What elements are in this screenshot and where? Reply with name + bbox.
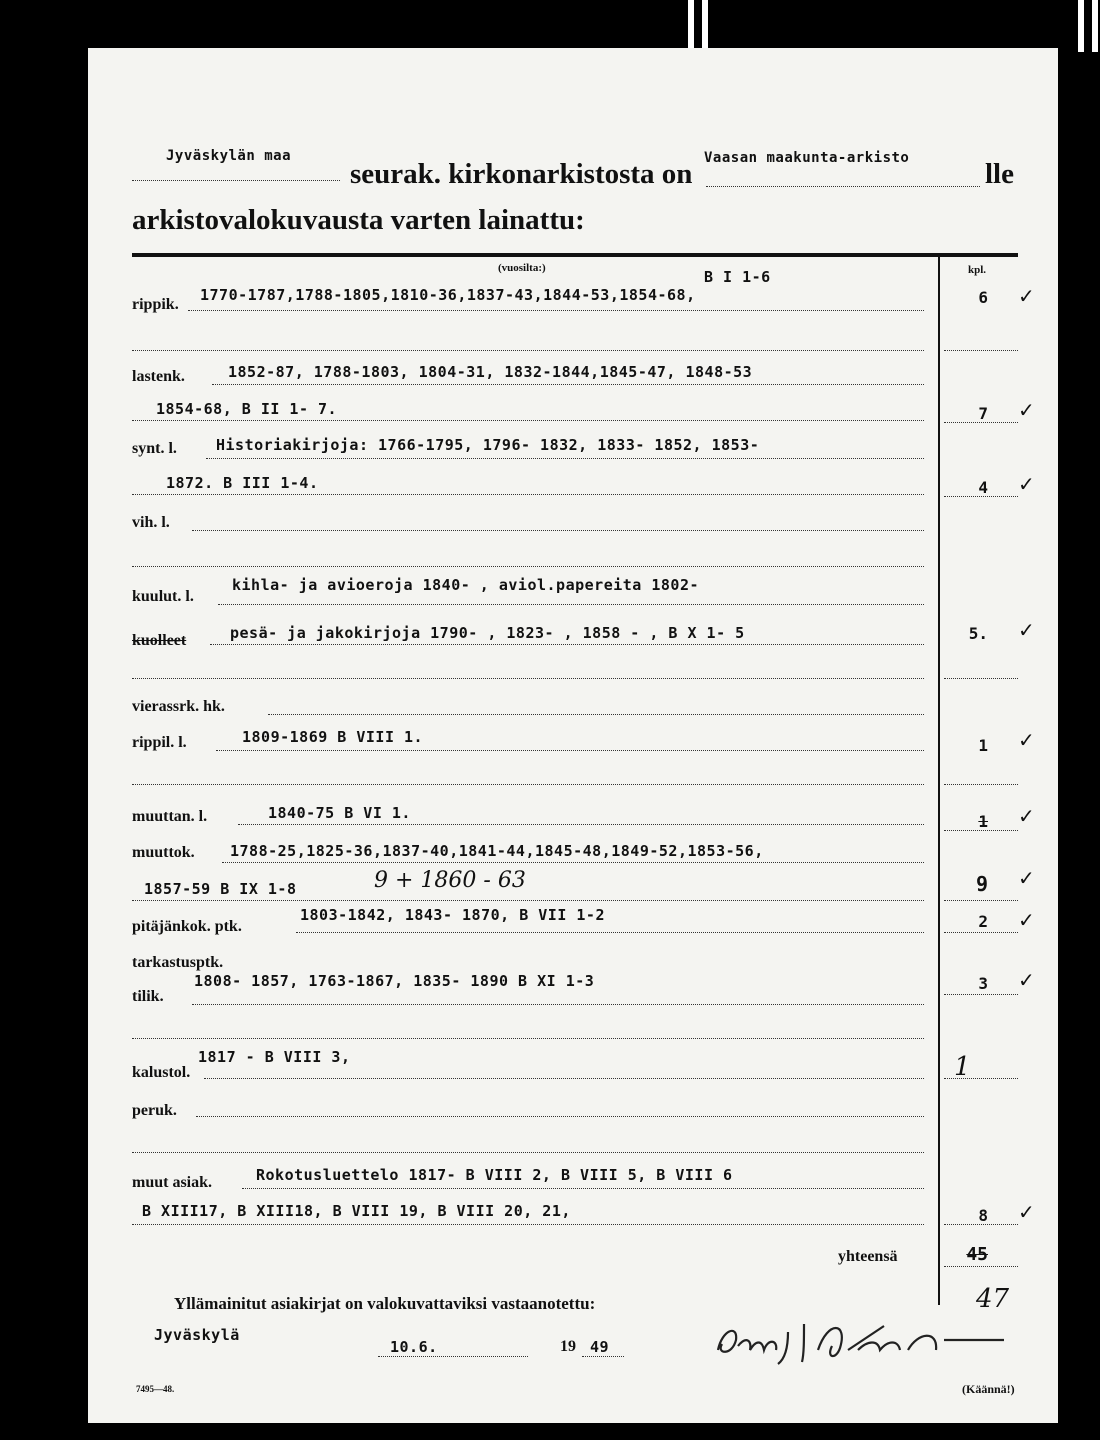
row-line (132, 678, 924, 679)
signature (708, 1310, 1018, 1370)
receipt-place: Jyväskylä (154, 1326, 240, 1344)
count-column-rule (938, 257, 940, 1305)
check-mark: ✓ (1018, 908, 1035, 932)
pitajankok-years: 1803-1842, 1843- 1870, B VII 1-2 (300, 906, 605, 924)
muuttan-years: 1840-75 B VI 1. (268, 804, 411, 822)
kuulut-label: kuulut. l. (132, 588, 194, 605)
vih-label: vih. l. (132, 514, 170, 531)
form-number: 7495—48. (136, 1384, 175, 1394)
pitajankok-line (296, 932, 924, 933)
pitajankok-count: 2 (978, 912, 988, 931)
rippik-count: 6 (978, 288, 988, 307)
muut-label: muut asiak. (132, 1174, 213, 1191)
kalustol-years: 1817 - B VIII 3, (198, 1048, 351, 1066)
recipient-line (706, 186, 980, 187)
count-line (944, 900, 1018, 901)
year-line (582, 1356, 624, 1357)
rippil-count: 1 (978, 736, 988, 755)
header-connector: seurak. kirkonarkistosta on (350, 158, 693, 190)
kuulut-line (218, 604, 924, 605)
muuttan-line (238, 824, 924, 825)
row-line (132, 350, 924, 351)
rippik-years: 1770-1787,1788-1805,1810-36,1837-43,1844-53,1854-68, (200, 286, 696, 304)
count-line (944, 496, 1018, 497)
peruk-label: peruk. (132, 1102, 177, 1119)
synt-count: 4 (978, 478, 988, 497)
receipt-statement: Yllämainitut asiakirjat on valokuvattaviksi vastaanotettu: (174, 1294, 596, 1313)
kuolleet-years: pesä- ja jakokirjoja 1790- , 1823- , 1858 - , B X 1- 5 (230, 624, 745, 642)
film-mark (1078, 0, 1084, 52)
total-value: 45 (966, 1244, 988, 1265)
check-mark: ✓ (1018, 618, 1035, 642)
lastenk-line-2 (132, 420, 924, 421)
header-suffix: lle (985, 158, 1014, 190)
rippil-line (216, 750, 924, 751)
rippik-signum: B I 1-6 (704, 268, 771, 286)
muuttok-years-1: 1788-25,1825-36,1837-40,1841-44,1845-48,1849-52,1853-56, (230, 842, 764, 860)
count-line (944, 1266, 1018, 1267)
film-mark (1092, 0, 1098, 52)
vierassrk-line (268, 714, 924, 715)
kuolleet-label: kuolleet (132, 632, 187, 649)
years-column-head: (vuosilta:) (498, 262, 546, 274)
rippik-line (188, 310, 924, 311)
top-rule (132, 253, 1018, 257)
row-line (132, 784, 924, 785)
rippil-years: 1809-1869 B VIII 1. (242, 728, 424, 746)
parish-line (132, 180, 340, 181)
synt-years-2: 1872. B III 1-4. (166, 474, 319, 492)
check-mark: ✓ (1018, 472, 1035, 496)
lastenk-count: 7 (978, 404, 988, 423)
pitajankok-label: pitäjänkok. ptk. (132, 918, 242, 935)
count-line (944, 830, 1018, 831)
muuttan-label: muuttan. l. (132, 808, 208, 825)
check-mark: ✓ (1018, 398, 1035, 422)
check-mark: ✓ (1018, 284, 1035, 308)
muut-years-1: Rokotusluettelo 1817- B VIII 2, B VIII 5, B VIII 6 (256, 1166, 733, 1184)
muut-line-2 (132, 1224, 924, 1225)
row-line (132, 1152, 924, 1153)
kuolleet-line (210, 644, 924, 645)
vierassrk-label: vierassrk. hk. (132, 698, 225, 715)
synt-years-1: Historiakirjoja: 1766-1795, 1796- 1832, 1833- 1852, 1853- (216, 436, 760, 454)
total-label: yhteensä (838, 1248, 898, 1265)
rippik-label: rippik. (132, 296, 179, 313)
muuttok-handwritten: 9 + 1860 - 63 (374, 868, 526, 893)
check-mark: ✓ (1018, 866, 1035, 890)
lastenk-years-1: 1852-87, 1788-1803, 1804-31, 1832-1844,1845-47, 1848-53 (228, 363, 753, 381)
check-mark: ✓ (1018, 728, 1035, 752)
synt-line-2 (132, 494, 924, 495)
count-line (944, 994, 1018, 995)
muut-line-1 (242, 1188, 924, 1189)
film-mark (702, 0, 708, 52)
synt-label: synt. l. (132, 440, 177, 457)
kalustol-count: 1 (954, 1052, 971, 1082)
muuttok-line-1 (222, 862, 924, 863)
check-mark: ✓ (1018, 1200, 1035, 1224)
tilik-line (192, 1004, 924, 1005)
tilik-count: 3 (978, 974, 988, 993)
date-line (378, 1356, 528, 1357)
kuulut-years: kihla- ja avioeroja 1840- , aviol.papereita 1802- (232, 576, 700, 594)
count-line (944, 932, 1018, 933)
muuttan-count: 1 (978, 812, 988, 831)
kuolleet-count: 5. (968, 624, 988, 643)
header-line2: arkistovalokuvausta varten lainattu: (132, 204, 585, 236)
count-column-head: kpl. (968, 264, 987, 276)
recipient-name: Vaasan maakunta-arkisto (704, 150, 910, 166)
receipt-date: 10.6. (390, 1338, 438, 1356)
count-line (944, 350, 1018, 351)
year-suffix: 49 (590, 1338, 610, 1356)
count-line (944, 1078, 1018, 1079)
count-line (944, 422, 1018, 423)
count-line (944, 784, 1018, 785)
check-mark: ✓ (1018, 804, 1035, 828)
synt-line-1 (206, 458, 924, 459)
tilik-years: 1808- 1857, 1763-1867, 1835- 1890 B XI 1-3 (194, 972, 595, 990)
peruk-line (196, 1116, 924, 1117)
check-mark: ✓ (1018, 968, 1035, 992)
turn-over-note: (Käännä!) (962, 1382, 1015, 1396)
rippil-label: rippil. l. (132, 734, 187, 751)
archive-loan-form (88, 48, 1058, 1423)
film-mark (688, 0, 694, 52)
lastenk-line-1 (212, 384, 924, 385)
row-line (132, 566, 924, 567)
muut-count: 8 (978, 1206, 988, 1225)
muuttok-years-2: 1857-59 B IX 1-8 (144, 880, 297, 898)
muut-years-2: B XIII17, B XIII18, B VIII 19, B VIII 20, 21, (142, 1202, 571, 1220)
count-line (944, 678, 1018, 679)
year-prefix: 19 (560, 1338, 576, 1355)
kalustol-label: kalustol. (132, 1064, 191, 1081)
muuttok-label: muuttok. (132, 844, 195, 861)
lastenk-years-2: 1854-68, B II 1- 7. (156, 400, 338, 418)
total-corrected: 47 (976, 1284, 1010, 1314)
vih-line (192, 530, 924, 531)
muuttok-count: 9 (975, 872, 988, 896)
parish-name: Jyväskylän maa (166, 148, 292, 164)
tilik-label: tilik. (132, 988, 164, 1005)
tarkastusptk-label: tarkastusptk. (132, 954, 224, 971)
kalustol-line (204, 1078, 924, 1079)
row-line (132, 1038, 924, 1039)
lastenk-label: lastenk. (132, 368, 185, 385)
muuttok-line-2 (132, 900, 924, 901)
count-line (944, 1224, 1018, 1225)
